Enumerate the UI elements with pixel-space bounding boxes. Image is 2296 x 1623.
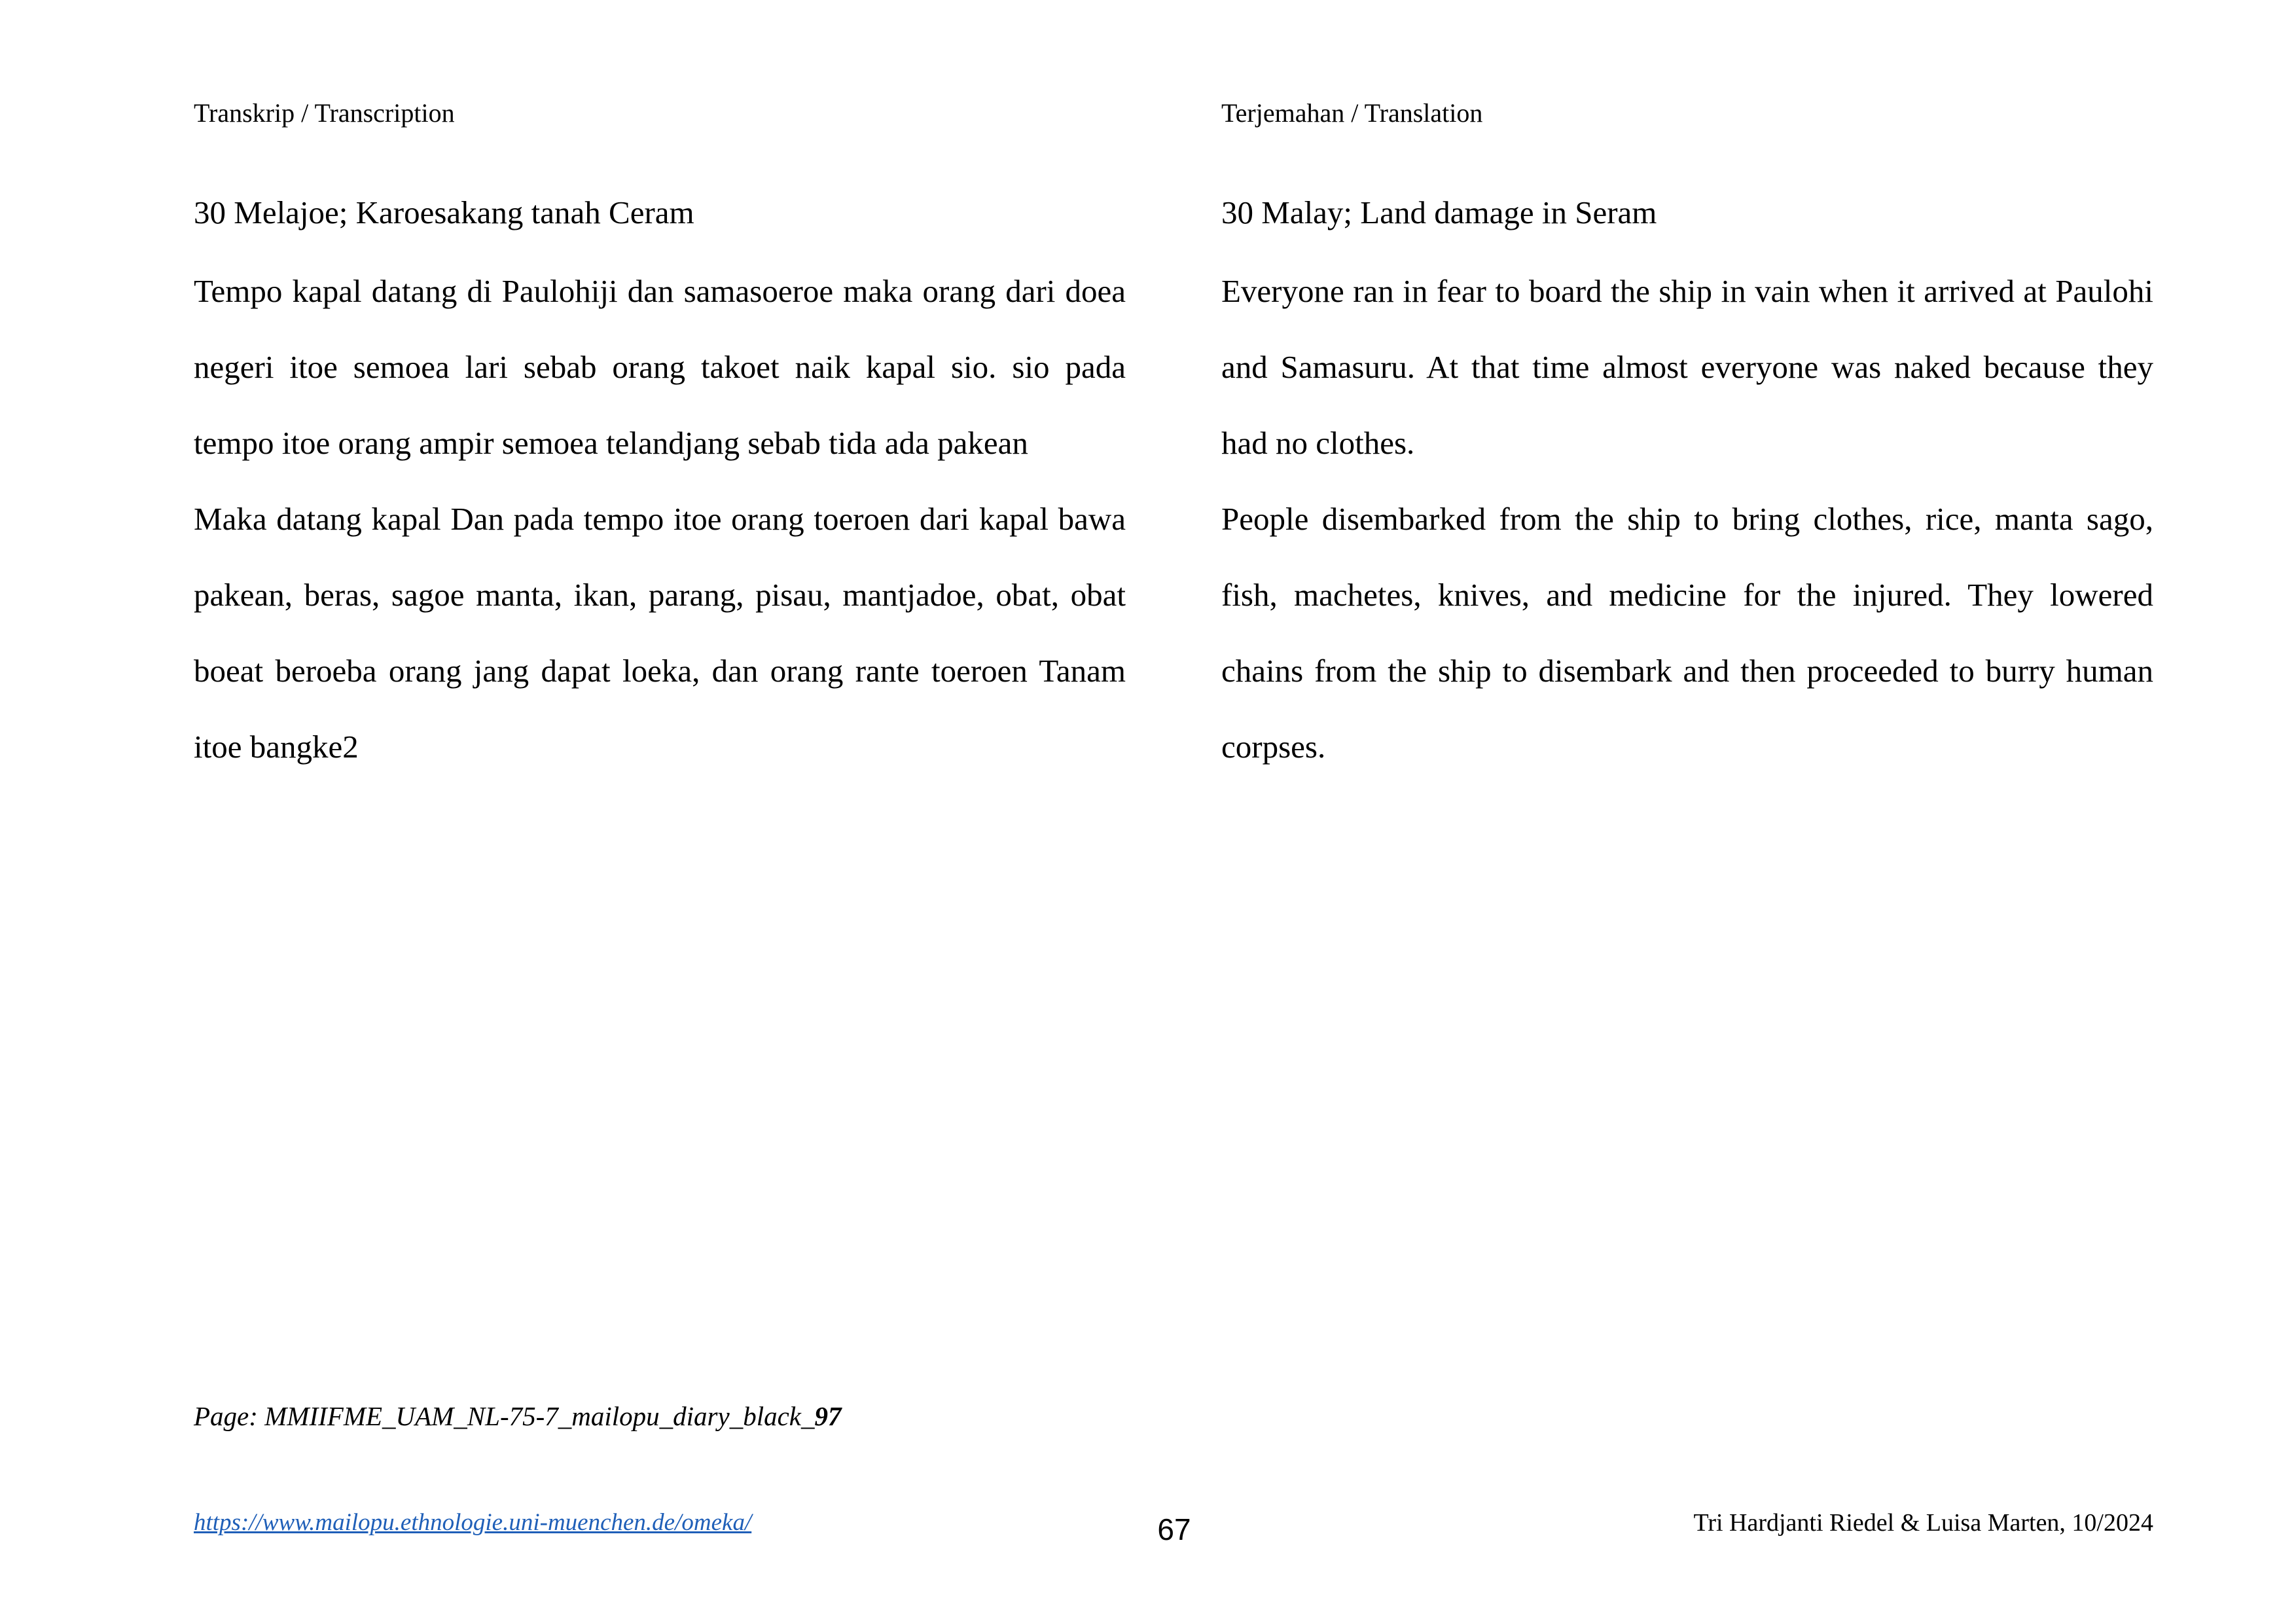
translation-paragraph-2: People disembarked from the ship to bring clothes, rice, manta sago, fish, machetes, knives, and medicine for the injured. They lowered chains from the ship to disembark and then proceeded to burry human corpses.: [1221, 501, 2153, 765]
page-reference-prefix: Page: MMIIFME_UAM_NL-75-7_mailopu_diary_black_: [194, 1401, 815, 1431]
transcription-title: 30 Melajoe; Karoesakang tanah Ceram: [194, 194, 694, 230]
transcription-paragraph-2: Maka datang kapal Dan pada tempo itoe orang toeroen dari kapal bawa pakean, beras, sagoe manta, ikan, parang, pisau, mantjadoe, obat, obat boeat beroeba orang jang dapat loeka, dan orang rante toeroen Tanam itoe bangke2: [194, 501, 1126, 765]
translation-paragraph-1: Everyone ran in fear to board the ship in vain when it arrived at Paulohi and Samasuru. At that time almost everyone was naked because they had no clothes.: [1221, 273, 2153, 461]
translation-body: [1221, 194, 2153, 785]
page-reference-number: 97: [814, 1401, 842, 1431]
page-number: 67: [1157, 1512, 1191, 1546]
footer-authors: Tri Hardjanti Riedel & Luisa Marten, 10/2024: [1693, 1509, 2153, 1537]
transcription-paragraph-1: Tempo kapal datang di Paulohiji dan samasoeroe maka orang dari doea negeri itoe semoea lari sebab orang takoet naik kapal sio. sio pada tempo itoe orang ampir semoea telandjang sebab tida ada pakean: [194, 273, 1126, 461]
transcription-header: Transkrip / Transcription: [194, 98, 455, 128]
translation-title: 30 Malay; Land damage in Seram: [1221, 194, 1657, 230]
omeka-link[interactable]: https://www.mailopu.ethnologie.uni-muenchen.de/omeka/: [194, 1509, 752, 1536]
page-reference: [194, 1398, 842, 1434]
transcription-body: [194, 194, 1126, 785]
translation-header: Terjemahan / Translation: [1221, 98, 1483, 128]
